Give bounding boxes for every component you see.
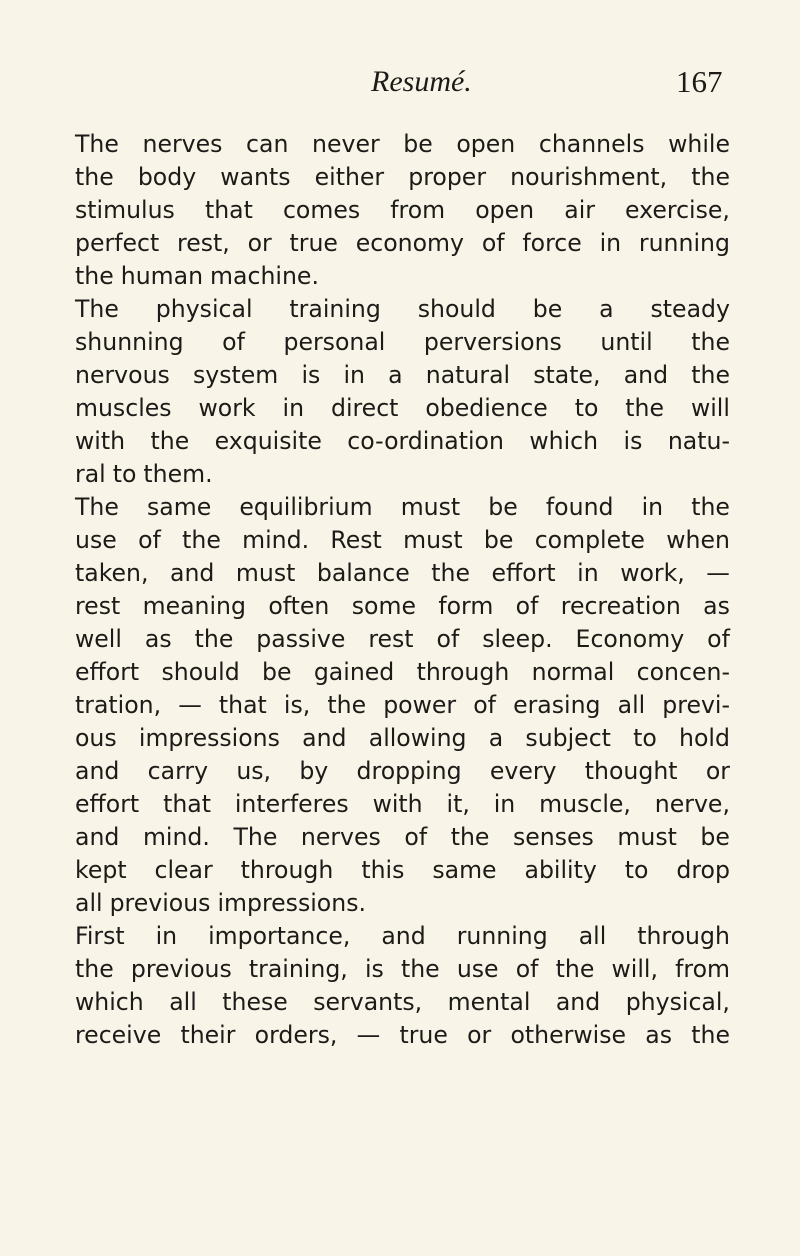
text-line: taken, and must balance the effort in work, — [75,559,730,587]
text-line: rest meaning often some form of recreation as [75,592,730,620]
text-line: effort should be gained through normal concen- [75,658,730,686]
text-line: shunning of personal perversions until the [75,328,730,356]
text-line: well as the passive rest of sleep. Economy of [75,625,730,653]
running-title: Resumé. [371,65,472,98]
running-head [0,62,800,112]
text-line: use of the mind. Rest must be complete when [75,526,730,554]
text-line: The physical training should be a steady [75,295,730,323]
text-line: nervous system is in a natural state, and the [75,361,730,389]
text-line: effort that interferes with it, in muscle, nerve, [75,790,730,818]
text-line: muscles work in direct obedience to the will [75,394,730,422]
text-line: and mind. The nerves of the senses must be [75,823,730,851]
text-line: receive their orders, — true or otherwise as the [75,1021,730,1049]
text-line: perfect rest, or true economy of force in running [75,229,730,257]
text-line: the body wants either proper nourishment, the [75,163,730,191]
text-line: kept clear through this same ability to drop [75,856,730,884]
text-line: and carry us, by dropping every thought or [75,757,730,785]
text-line: the previous training, is the use of the will, from [75,955,730,983]
text-line: The same equilibrium must be found in the [75,493,730,521]
text-line: all previous impressions. [75,889,366,917]
body-text [75,128,730,1052]
text-line: stimulus that comes from open air exercise, [75,196,730,224]
text-line: The nerves can never be open channels while [75,130,730,158]
text-line: First in importance, and running all through [75,922,730,950]
text-line: ous impressions and allowing a subject to hold [75,724,730,752]
page-number: 167 [676,64,723,99]
text-line: the human machine. [75,262,319,290]
text-line: which all these servants, mental and physical, [75,988,730,1016]
text-line: with the exquisite co-ordination which is natu- [75,427,730,455]
text-line: tration, — that is, the power of erasing all previ- [75,691,730,719]
text-line: ral to them. [75,460,213,488]
